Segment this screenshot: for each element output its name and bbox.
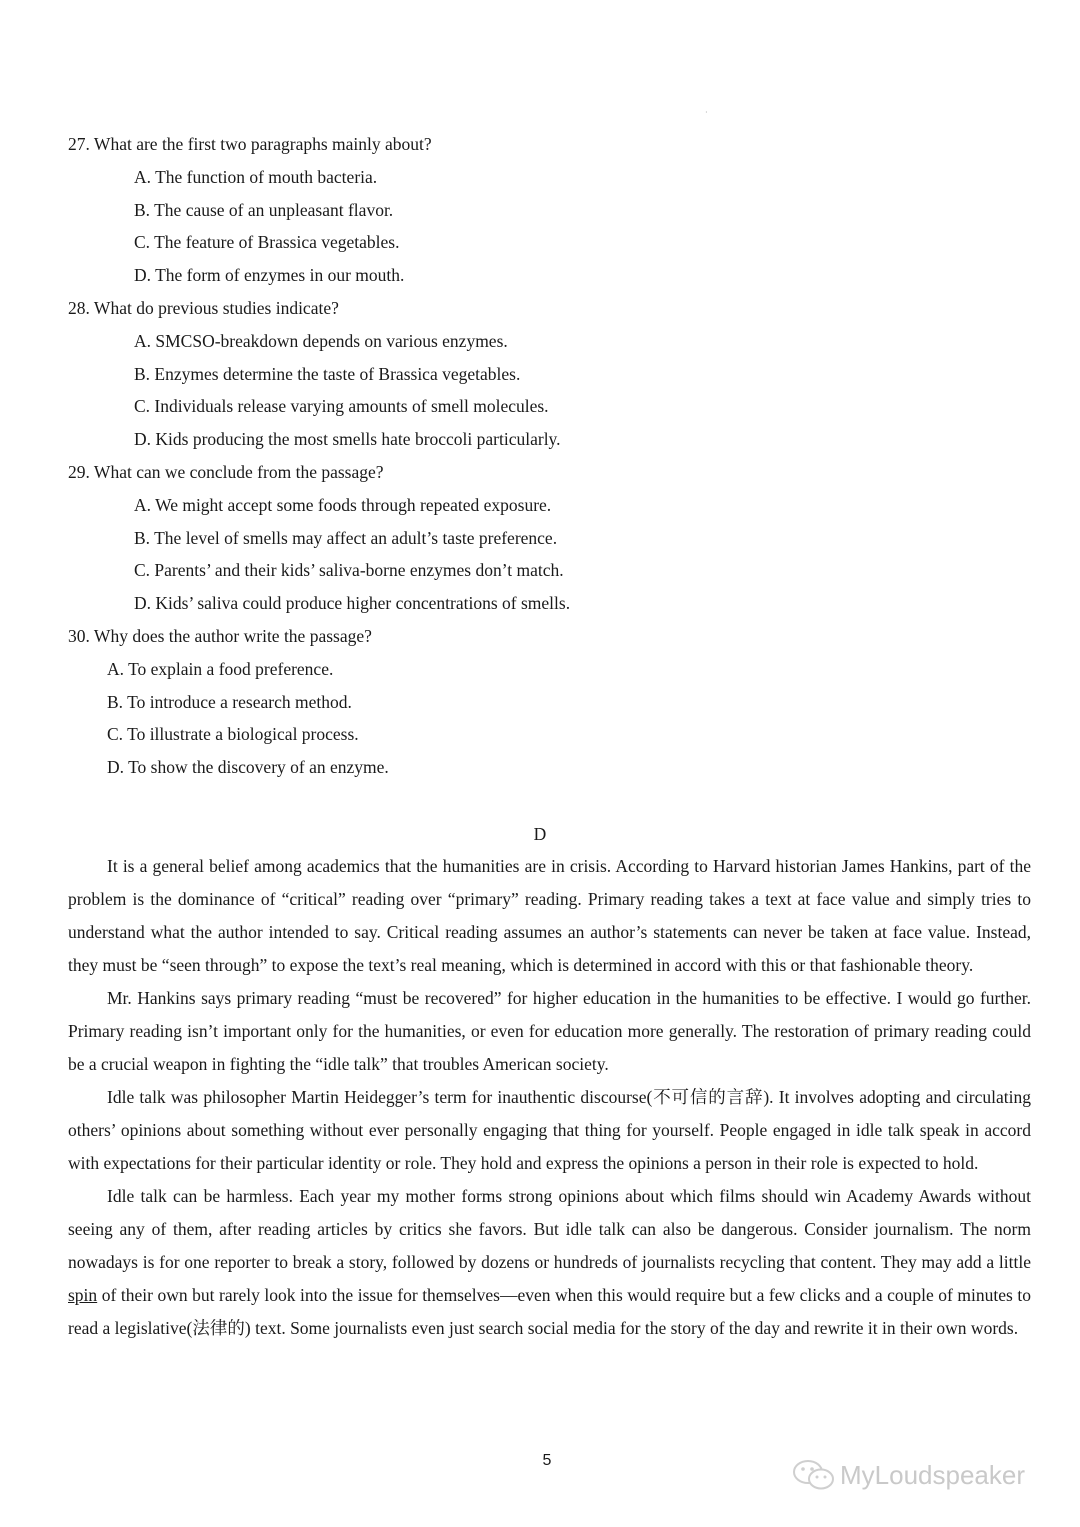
watermark [790, 1455, 1025, 1495]
reading-passage [68, 850, 1031, 1345]
answer-option: D. Kids’ saliva could produce higher concentrations of smells. [134, 593, 571, 614]
passage-paragraph: Idle talk was philosopher Martin Heidegger’s term for inauthentic discourse(不可信的言辞). It involves adopting and circulating others’ opinions about something without ever personally engaging that thing for yourself. People engaged in idle talk speak in accord with expectations for their particular identity or role. They hold and express the opinions a person in their role is expected to hold. [68, 1087, 1031, 1173]
section-heading: D [533, 824, 547, 844]
answer-option: D. Kids producing the most smells hate broccoli particularly. [134, 429, 561, 450]
question-stem: 28. What do previous studies indicate? [68, 297, 339, 318]
answer-option: A. SMCSO-breakdown depends on various enzymes. [134, 330, 508, 351]
answer-option: B. The cause of an unpleasant flavor. [134, 199, 394, 220]
answer-option: C. To illustrate a biological process. [107, 724, 359, 745]
watermark-text: MyLoudspeaker [840, 1459, 1025, 1490]
question-block [68, 128, 1038, 784]
answer-option: D. The form of enzymes in our mouth. [134, 265, 405, 286]
paragraph-text: of their own but rarely look into the issue for themselves—even when this would require but a few clicks and a couple of minutes to read a legislative(法律的) text. Some journalists even just search social media for the story of the day and rewrite it in their own words. [68, 1285, 1031, 1338]
answer-option: A. The function of mouth bacteria. [134, 166, 378, 187]
answer-option: B. To introduce a research method. [107, 691, 352, 712]
question-stem: 29. What can we conclude from the passage? [68, 461, 384, 482]
answer-option: B. Enzymes determine the taste of Brassica vegetables. [134, 363, 521, 384]
answer-option: B. The level of smells may affect an adult’s taste preference. [134, 527, 558, 548]
passage-paragraph [68, 1180, 1031, 1345]
question-stem: 27. What are the first two paragraphs mainly about? [68, 134, 432, 154]
answer-option: A. We might accept some foods through repeated exposure. [134, 494, 552, 515]
answer-option: C. Individuals release varying amounts of smell molecules. [134, 396, 549, 417]
answer-option: A. To explain a food preference. [107, 658, 334, 679]
answer-option: C. Parents’ and their kids’ saliva-borne enzymes don’t match. [134, 560, 564, 581]
question-stem: 30. Why does the author write the passage? [68, 625, 372, 646]
page-number: 5 [542, 1452, 552, 1469]
underlined-word: spin [68, 1285, 98, 1305]
passage-paragraph: Mr. Hankins says primary reading “must be recovered” for higher education in the humanities to be effective. I would go further. Primary reading isn’t important only for the humanities, or even for education more generally. The restoration of primary reading could be a crucial weapon in fighting the “idle talk” that troubles American society. [68, 988, 1031, 1074]
passage-paragraph: It is a general belief among academics that the humanities are in crisis. According to Harvard historian James Hankins, part of the problem is the dominance of “critical” reading over “primary” reading. Primary reading takes a text at face value and simply tries to understand what the author intended to say. Critical reading assumes an author’s statements can never be taken at face value. Instead, they must be “seen through” to expose the text’s real meaning, which is determined in accord with this or that fashionable theory. [68, 856, 1031, 975]
stray-mark: · [705, 108, 708, 117]
paragraph-text: Idle talk can be harmless. Each year my mother forms strong opinions about which films should win Academy Awards without seeing any of them, after reading articles by critics she favors. But idle talk can also be dangerous. Consider journalism. The norm nowadays is for one reporter to break a story, followed by dozens or hundreds of journalists recycling that content. They may add a little [68, 1186, 1031, 1272]
answer-option: D. To show the discovery of an enzyme. [107, 757, 389, 778]
wechat-icon [790, 1457, 838, 1493]
answer-option: C. The feature of Brassica vegetables. [134, 232, 400, 253]
